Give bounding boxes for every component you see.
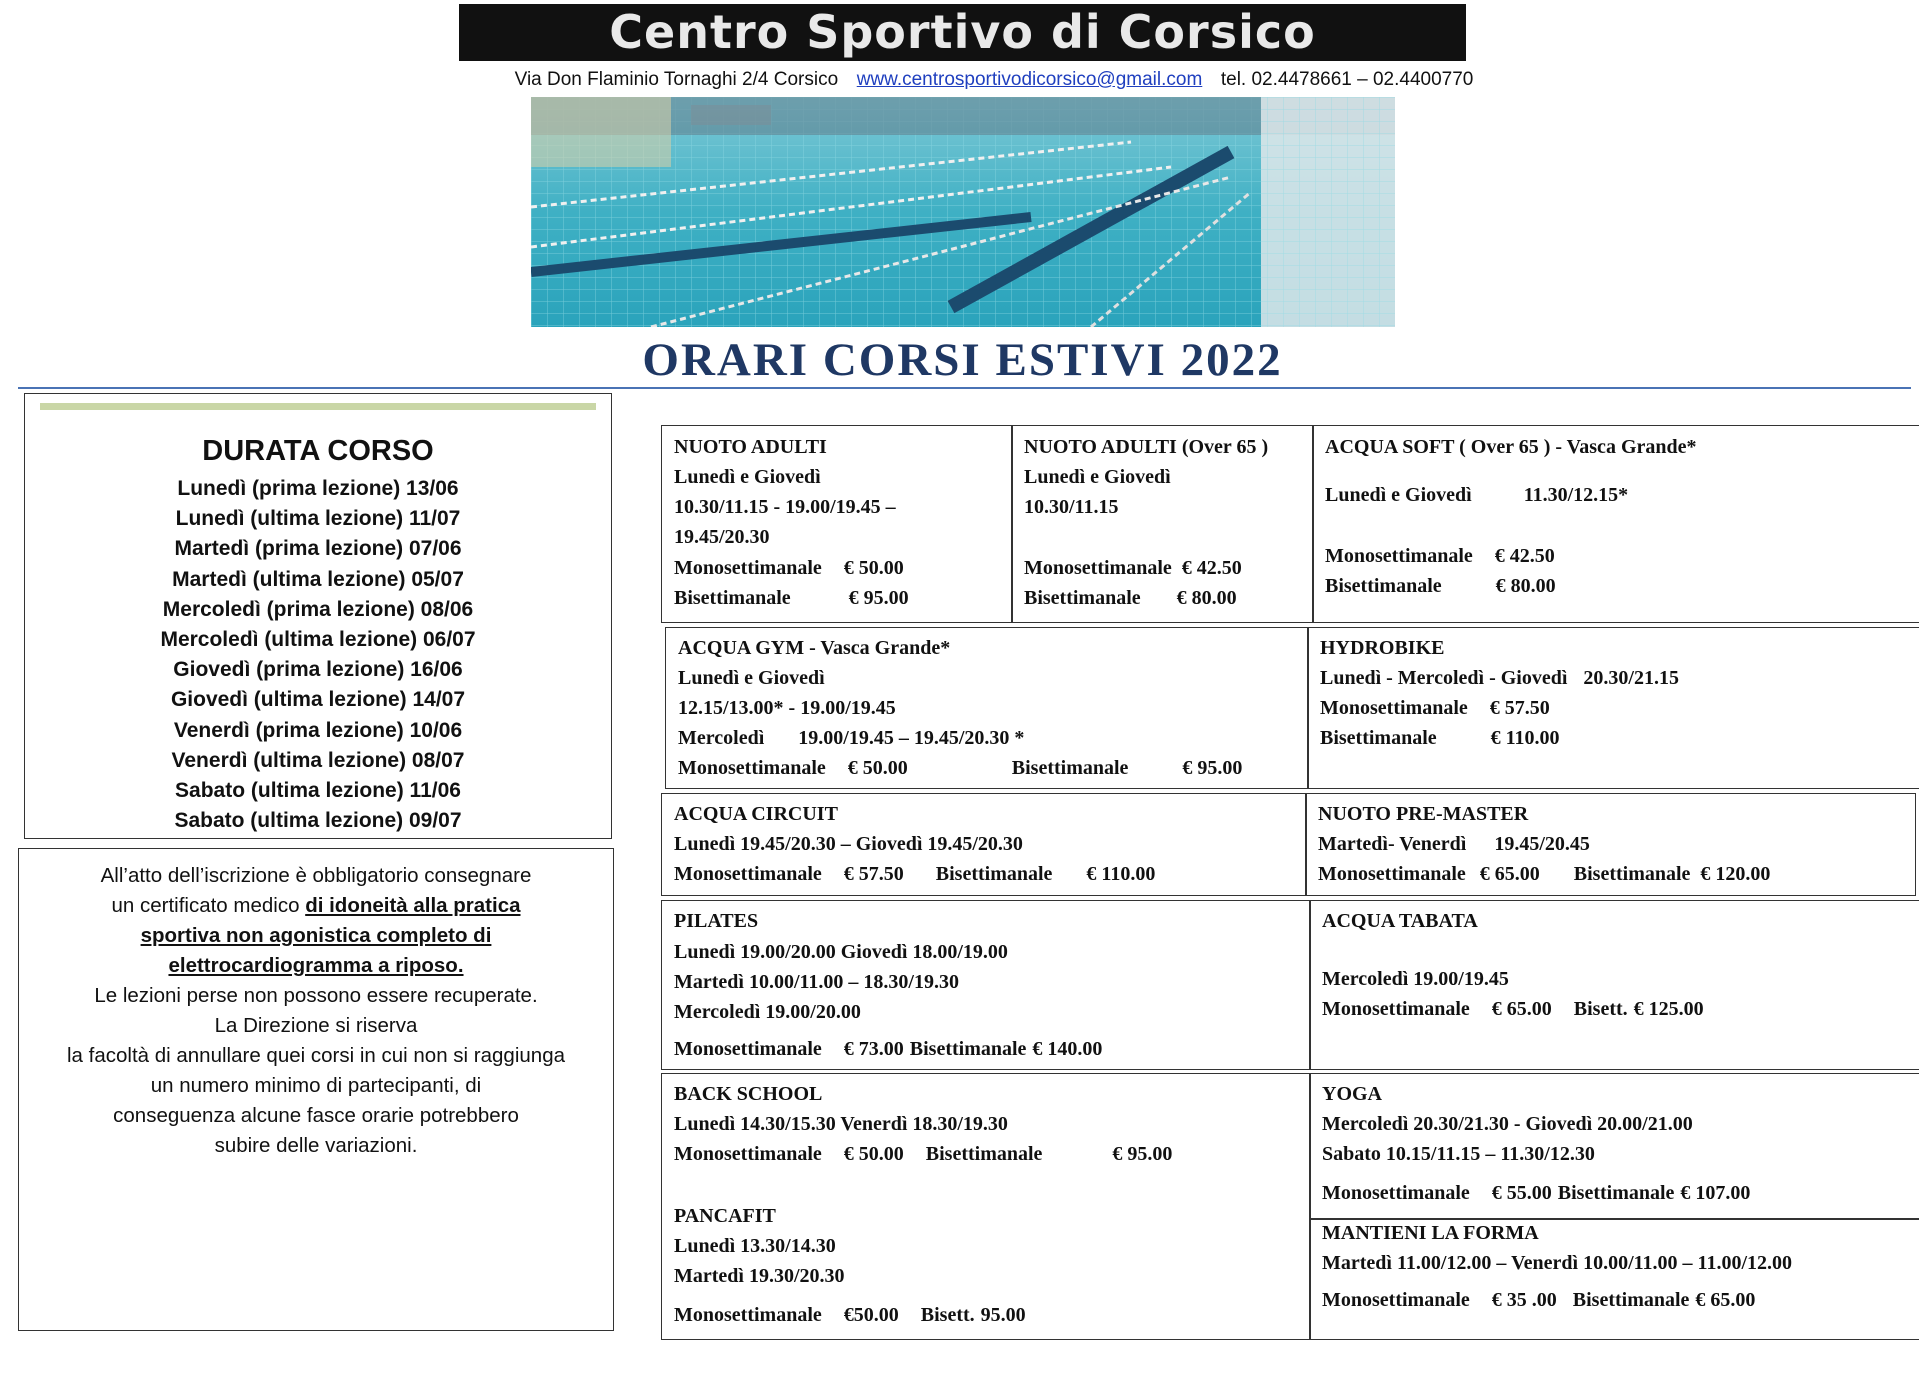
price-label: Monosettimanale [674, 1143, 822, 1165]
course-nuoto-over65 [1011, 425, 1314, 623]
course-days: Mercoledì [678, 727, 765, 749]
course-title: ACQUA GYM - Vasca Grande* [678, 637, 951, 659]
course-title: BACK SCHOOL [674, 1083, 823, 1105]
price-label: Bisettimanale [1557, 1182, 1675, 1204]
course-times: Lunedì 19.00/20.00 Giovedì 18.00/19.00 [674, 941, 1008, 963]
course-mantieni-la-forma [1309, 1218, 1919, 1340]
course-days: Martedì- Venerdì [1318, 833, 1467, 855]
price-label: Bisett. [1573, 998, 1628, 1020]
price-label: Bisettimanale [1011, 757, 1129, 779]
price-label: Bisettimanale [1573, 863, 1691, 885]
course-title: PILATES [674, 910, 759, 932]
price-value: € 50.00 [847, 757, 908, 779]
course-acqua-gym [665, 627, 1309, 789]
price-label: Monosettimanale [674, 863, 822, 885]
center-name-banner: Centro Sportivo di Corsico [459, 4, 1466, 61]
course-schedule [678, 726, 1024, 750]
course-times: Lunedì 19.45/20.30 – Giovedì 19.45/20.30 [674, 833, 1023, 855]
price-label: Bisettimanale [1024, 587, 1141, 609]
note-text: un certificato medico [111, 894, 306, 917]
course-title: HYDROBIKE [1320, 637, 1445, 659]
list-item: Giovedì (prima lezione) 16/06 [173, 658, 463, 682]
price-line [674, 586, 909, 610]
course-title: PANCAFIT [674, 1205, 776, 1227]
price-value: € 55.00 [1491, 1182, 1552, 1204]
note-line: All’atto dell’iscrizione è obbligatorio consegnare [100, 864, 532, 887]
course-title: ACQUA TABATA [1322, 910, 1478, 932]
page-title: ORARI CORSI ESTIVI 2022 [642, 334, 1283, 386]
price-label: Bisettimanale [909, 1038, 1027, 1060]
course-times: 19.45/20.30 [674, 526, 770, 548]
price-value: € 140.00 [1032, 1038, 1103, 1060]
course-days: Lunedì e Giovedì [674, 466, 821, 488]
note-emphasis: sportiva non agonistica completo di [140, 924, 492, 947]
price-value: € 125.00 [1633, 998, 1704, 1020]
price-line [1325, 574, 1556, 598]
price-value: € 42.50 [1494, 545, 1555, 567]
list-item: Venerdì (prima lezione) 10/06 [173, 718, 463, 742]
price-line [1024, 586, 1237, 610]
note-line [29, 891, 603, 921]
course-title: ACQUA SOFT ( Over 65 ) - Vasca Grande* [1325, 436, 1697, 458]
course-days: Lunedì - Mercoledì - Giovedì [1320, 667, 1568, 689]
list-item: Sabato (ultima lezione) 11/06 [175, 779, 461, 803]
course-acqua-soft [1312, 425, 1919, 623]
course-nuoto-adulti [661, 425, 1013, 623]
course-times: Martedì 11.00/12.00 – Venerdì 10.00/11.00 – 11.00/12.00 [1322, 1252, 1793, 1274]
list-item: Giovedì (ultima lezione) 14/07 [170, 688, 466, 712]
price-value: € 57.50 [843, 863, 904, 885]
price-value: € 73.00 [843, 1038, 904, 1060]
list-item: Martedì (prima lezione) 07/06 [174, 537, 462, 561]
price-value: € 50.00 [843, 1143, 904, 1165]
price-line [674, 862, 1155, 886]
price-value: € 65.00 [1695, 1289, 1756, 1311]
course-times: Mercoledì 19.00/19.45 [1322, 968, 1509, 990]
price-label: Bisettimanale [925, 1143, 1043, 1165]
price-label: Bisettimanale [1325, 575, 1442, 597]
price-value: €50.00 [843, 1304, 899, 1326]
list-item: Mercoledì (prima lezione) 08/06 [162, 597, 474, 621]
price-value: € 35 .00 [1491, 1289, 1557, 1311]
price-label: Monosettimanale [1322, 998, 1470, 1020]
price-label: Monosettimanale [1322, 1182, 1470, 1204]
title-divider [18, 387, 1911, 389]
price-value: € 110.00 [1086, 863, 1156, 885]
email-link[interactable]: www.centrosportivodicorsico@gmail.com [856, 69, 1203, 90]
course-title: NUOTO ADULTI [674, 436, 827, 458]
price-value: € 110.00 [1490, 727, 1560, 749]
course-nuoto-pre-master [1305, 793, 1916, 896]
course-times: 10.30/11.15 [1024, 496, 1119, 518]
course-duration-title: DURATA CORSO [202, 435, 434, 467]
list-item: Lunedì (prima lezione) 13/06 [177, 477, 459, 500]
list-item: Lunedì (ultima lezione) 11/07 [175, 507, 461, 531]
course-yoga [1309, 1073, 1919, 1220]
price-value: € 50.00 [843, 557, 904, 579]
course-times: 19.45/20.45 [1494, 833, 1590, 855]
price-line [1322, 1181, 1750, 1205]
contact-line [459, 68, 1529, 92]
course-title: NUOTO PRE-MASTER [1318, 803, 1529, 825]
list-item: Martedì (ultima lezione) 05/07 [172, 567, 464, 591]
price-label: Monosettimanale [674, 1304, 822, 1326]
course-times: 11.30/12.15* [1523, 484, 1629, 506]
price-value: € 120.00 [1700, 863, 1771, 885]
price-label: Bisett. [920, 1304, 975, 1326]
course-acqua-circuit [661, 793, 1307, 896]
price-line [678, 756, 1242, 780]
note-line: un numero minimo di partecipanti, di [150, 1074, 482, 1097]
course-days: Lunedì e Giovedì [678, 667, 825, 689]
price-value: € 42.50 [1181, 557, 1242, 579]
price-label: Monosettimanale [1325, 545, 1473, 567]
course-days: Lunedì e Giovedì [1325, 484, 1472, 506]
course-times: Martedì 10.00/11.00 – 18.30/19.30 [674, 971, 959, 993]
note-emphasis: di idoneità alla pratica [305, 894, 521, 917]
course-times: 20.30/21.15 [1583, 667, 1679, 689]
course-title: ACQUA CIRCUIT [674, 803, 838, 825]
course-pilates [661, 900, 1311, 1070]
course-times: Mercoledì 19.00/20.00 [674, 1001, 861, 1023]
price-value: € 57.50 [1489, 697, 1550, 719]
price-label: Bisettimanale [674, 587, 791, 609]
list-item: Mercoledì (ultima lezione) 06/07 [160, 628, 476, 652]
price-value: € 80.00 [1176, 587, 1237, 609]
price-label: Monosettimanale [1322, 1289, 1470, 1311]
pool-photo [531, 97, 1395, 327]
course-days: Lunedì e Giovedì [1024, 466, 1171, 488]
course-duration-box [24, 393, 612, 839]
course-times: Lunedì 14.30/15.30 Venerdì 18.30/19.30 [674, 1113, 1008, 1135]
course-schedule [1325, 483, 1628, 507]
course-acqua-tabata [1309, 900, 1919, 1070]
price-line [1024, 556, 1242, 580]
note-line: conseguenza alcune fasce orarie potrebbero [113, 1104, 519, 1127]
price-line [674, 556, 904, 580]
course-hydrobike [1307, 627, 1919, 789]
price-label: Monosettimanale [1024, 557, 1172, 579]
accent-bar [40, 403, 596, 410]
price-value: € 65.00 [1479, 863, 1540, 885]
course-schedule [1320, 666, 1679, 690]
price-label: Bisettimanale [1572, 1289, 1690, 1311]
price-label: Bisettimanale [935, 863, 1053, 885]
price-label: Monosettimanale [1320, 697, 1468, 719]
list-item: Sabato (ultima lezione) 09/07 [174, 809, 462, 833]
course-times: Martedì 19.30/20.30 [674, 1265, 845, 1287]
price-line [674, 1142, 1172, 1166]
course-times: 19.00/19.45 – 19.45/20.30 * [798, 727, 1025, 749]
price-label: Monosettimanale [678, 757, 826, 779]
course-schedule [1318, 832, 1590, 856]
address-text: Via Don Flaminio Tornaghi 2/4 Corsico [514, 69, 839, 90]
price-label: Monosettimanale [674, 557, 822, 579]
course-times: 12.15/13.00* - 19.00/19.45 [678, 697, 896, 719]
note-line: La Direzione si riserva [214, 1014, 418, 1037]
price-value: € 65.00 [1491, 998, 1552, 1020]
price-line [1325, 544, 1555, 568]
phone-text: tel. 02.4478661 – 02.4400770 [1220, 69, 1474, 90]
course-title: MANTIENI LA FORMA [1322, 1222, 1539, 1244]
price-line [1320, 696, 1550, 720]
price-value: € 95.00 [1182, 757, 1243, 779]
price-value: € 95.00 [848, 587, 909, 609]
price-line [1318, 862, 1770, 886]
course-times: Lunedì 13.30/14.30 [674, 1235, 836, 1257]
course-title: NUOTO ADULTI (Over 65 ) [1024, 436, 1269, 458]
price-label: Bisettimanale [1320, 727, 1437, 749]
course-times: Mercoledì 20.30/21.30 - Giovedì 20.00/21.00 [1322, 1113, 1693, 1135]
course-duration-list [25, 474, 611, 836]
course-times: 10.30/11.15 - 19.00/19.45 – [674, 496, 896, 518]
price-value: € 107.00 [1680, 1182, 1751, 1204]
price-line [674, 1037, 1102, 1061]
list-item: Venerdì (ultima lezione) 08/07 [171, 748, 465, 772]
note-line: Le lezioni perse non possono essere recuperate. [94, 984, 538, 1007]
price-value: € 80.00 [1495, 575, 1556, 597]
registration-note-box [18, 848, 614, 1331]
registration-note [29, 861, 603, 1161]
price-label: Monosettimanale [1318, 863, 1466, 885]
note-emphasis: elettrocardiogramma a riposo. [168, 954, 464, 977]
course-back-school-pancafit [661, 1073, 1311, 1340]
price-label: Monosettimanale [674, 1038, 822, 1060]
note-line: la facoltà di annullare quei corsi in cui non si raggiunga [66, 1044, 565, 1067]
price-line [674, 1303, 1026, 1327]
course-title: YOGA [1322, 1083, 1382, 1105]
price-value: € 95.00 [1112, 1143, 1173, 1165]
price-line [1320, 726, 1560, 750]
price-line [1322, 997, 1704, 1021]
price-line [1322, 1288, 1755, 1312]
note-line: subire delle variazioni. [214, 1134, 418, 1157]
course-times: Sabato 10.15/11.15 – 11.30/12.30 [1322, 1143, 1595, 1165]
price-value: 95.00 [980, 1304, 1026, 1326]
